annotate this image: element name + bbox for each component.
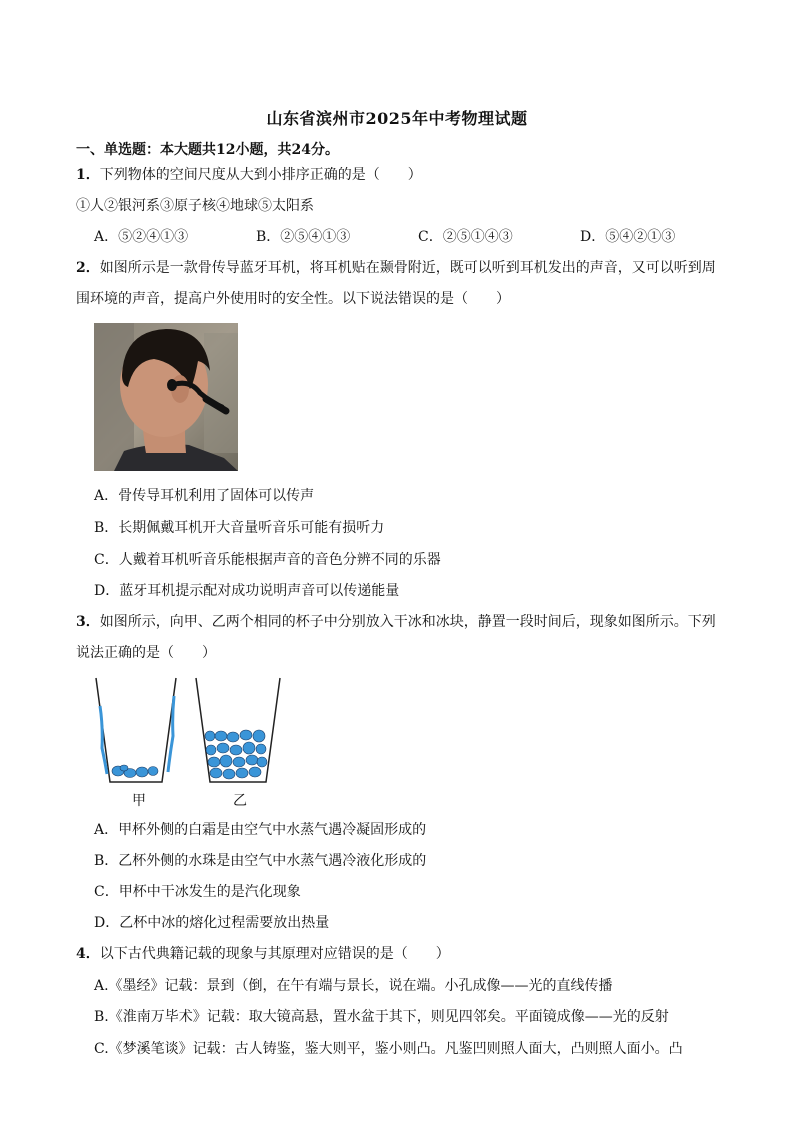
question-2-option-c[interactable]: C．人戴着耳机听音乐能根据声音的音色分辨不同的乐器 xyxy=(94,552,441,568)
question-text: 如图所示是一款骨传导蓝牙耳机，将耳机贴在颞骨附近，既可以听到耳机发出的声音，又可以听到周 xyxy=(99,260,716,276)
cup-yi xyxy=(196,678,280,782)
question-number: 4． xyxy=(76,946,100,962)
question-4-option-b[interactable]: B.《淮南万毕术》记载：取大镜高悬，置水盆于其下，则见四邻矣。平面镜成像——光的反射 xyxy=(94,1009,669,1025)
cup-label-jia: 甲 xyxy=(132,793,146,809)
cup-jia xyxy=(96,678,176,782)
exam-title: 山东省滨州市2025年中考物理试题 xyxy=(266,109,528,128)
question-number: 2． xyxy=(76,260,100,276)
question-number: 1． xyxy=(76,167,100,183)
question-2-option-b[interactable]: B．长期佩戴耳机开大音量听音乐可能有损听力 xyxy=(94,520,385,536)
cup-label-yi: 乙 xyxy=(233,793,247,809)
question-text: 如图所示，向甲、乙两个相同的杯子中分别放入干冰和冰块，静置一段时间后，现象如图所示。下列 xyxy=(99,614,716,630)
question-text: 下列物体的空间尺度从大到小排序正确的是（ ） xyxy=(99,167,422,183)
question-text: 以下古代典籍记载的现象与其原理对应错误的是（ ） xyxy=(99,946,450,962)
question-4-option-a[interactable]: A.《墨经》记载：景到（倒，在午有端与景长，说在端。小孔成像——光的直线传播 xyxy=(94,978,613,994)
headphone-photo xyxy=(94,323,238,471)
option-c[interactable]: C．②⑤①④③ xyxy=(418,229,513,245)
question-3-stem-line2: 说法正确的是（ ） xyxy=(76,645,216,661)
option-d[interactable]: D．⑤④②①③ xyxy=(580,229,676,245)
section-heading: 一、单选题：本大题共12小题，共24分。 xyxy=(76,142,339,158)
question-3-option-b[interactable]: B．乙杯外侧的水珠是由空气中水蒸气遇冷液化形成的 xyxy=(94,853,427,869)
question-3-option-a[interactable]: A．甲杯外侧的白霜是由空气中水蒸气遇冷凝固形成的 xyxy=(94,822,427,838)
question-2-stem-line1 xyxy=(76,258,716,278)
question-2-option-d[interactable]: D．蓝牙耳机提示配对成功说明声音可以传递能量 xyxy=(94,583,400,599)
person-wearing-earphone-image xyxy=(94,323,238,471)
question-1-items: ①人②银河系③原子核④地球⑤太阳系 xyxy=(76,198,314,214)
option-b[interactable]: B．②⑤④①③ xyxy=(256,229,351,245)
option-a[interactable]: A．⑤②④①③ xyxy=(94,229,189,245)
question-2-option-a[interactable]: A．骨传导耳机利用了固体可以传声 xyxy=(94,488,315,504)
question-4-stem xyxy=(76,944,450,964)
question-3-option-d[interactable]: D．乙杯中冰的熔化过程需要放出热量 xyxy=(94,915,330,931)
question-4-option-c[interactable]: C.《梦溪笔谈》记载：古人铸鉴，鉴大则平，鉴小则凸。凡鉴凹则照人面大，凸则照人面小。凸 xyxy=(94,1041,683,1057)
question-3-option-c[interactable]: C．甲杯中干冰发生的是汽化现象 xyxy=(94,884,301,900)
question-1-stem xyxy=(76,165,422,185)
cups-diagram xyxy=(90,676,290,812)
question-number: 3． xyxy=(76,614,100,630)
cups-figure xyxy=(90,676,290,812)
question-3-stem-line1 xyxy=(76,612,716,632)
question-2-stem-line2: 围环境的声音，提高户外使用时的安全性。以下说法错误的是（ ） xyxy=(76,291,510,307)
question-1-options xyxy=(94,226,734,248)
